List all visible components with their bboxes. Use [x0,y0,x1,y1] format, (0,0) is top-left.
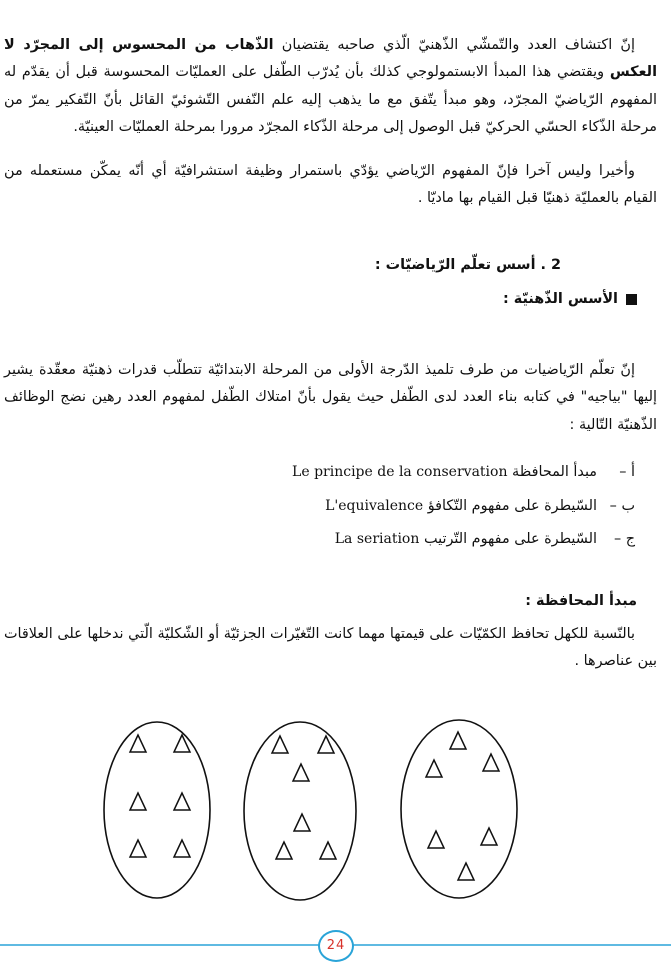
paragraph1-text-end: ويقتضي هذا المبدأ الابستمولوجي كذلك بأن يُدرّب الطّفل على العمليّات المحسوسة قبل أن يقدّم له المفهوم الرّياضيّ المجرّد، وهو مبدأ يتّفق مع ما يذهب إليه علم النّفس التّشوئيّ القائل بأنّ التّفكير يمرّ من مرحلة الذّكاء الحسّي الحركيّ قبل الوصول إلى مرحلة الذّكاء المجرّد مرورا بمرحلة العمليّات العينيّة. [4,64,657,136]
triangle-icon [293,764,309,781]
list-item-latin: Le principe de la conservation [292,464,508,480]
list-item-latin: La seriation [334,531,420,547]
set-ellipse [401,720,517,898]
triangle-icon [130,793,146,810]
set-left [104,722,210,898]
triangle-icon [276,842,292,859]
subsection-heading-text: الأسس الذّهنيّة : [502,291,618,307]
set-middle [244,722,356,900]
conservation-heading: مبدأ المحافظة : [525,593,637,609]
list-item-letter: أ – [619,464,635,480]
triangle-icon [481,828,497,845]
conservation-diagram [0,710,671,915]
triangle-icon [130,735,146,752]
subsection-heading [503,291,637,307]
list-item [292,461,635,483]
list-item-letter: ج – [613,531,635,547]
triangle-icon [174,793,190,810]
paragraph-conservation: بالنّسبة للكهل تحافظ الكمّيّات على قيمتها مهما كانت التّغيّرات الجزئيّة أو الشّكليّة الّتي ندخلها على العلاقات بين عناصرها . [4,626,657,670]
triangle-icon [428,831,444,848]
paragraph-abstraction-principle [4,32,657,142]
section-heading: 2 . أسس تعلّم الرّياضيّات : [374,257,561,273]
triangle-icon [174,840,190,857]
list-item-arabic: السّيطرة على مفهوم التّكافؤ [427,498,597,514]
set-ellipse [244,722,356,900]
list-item-arabic: مبدأ المحافظة [512,464,597,480]
triangle-icon [320,842,336,859]
list-item-arabic: السّيطرة على مفهوم التّرتيب [423,531,597,547]
list-item [335,528,635,550]
triangle-icon [483,754,499,771]
page-number: 24 [318,930,354,962]
square-bullet-icon [626,294,637,305]
set-right [401,720,517,898]
triangle-icon [130,840,146,857]
triangle-icon [294,814,310,831]
triangle-icon [426,760,442,777]
paragraph-piaget: إنّ تعلّم الرّياضيات من طرف تلميذ الدّرجة الأولى من المرحلة الابتدائيّة تتطلّب قدرات ذهنيّة معقّدة يشير إليها "بياجيه" في كتابه بناء العدد لدى الطّفل حيث يقول بأنّ امتلاك الطّفل لمفهوم العدد رهين نضج الوظائف الذّهنيّة التّالية : [4,362,657,433]
list-item [325,495,635,517]
list-item-latin: L'equivalence [325,498,424,514]
list-item-letter: ب – [609,498,635,514]
paragraph1-text-start: إنّ اكتشاف العدد والتّمشّي الذّهنيّ الّذي صاحبه يقتضيان [273,37,635,53]
triangle-icon [458,863,474,880]
set-ellipse [104,722,210,898]
triangle-icon [450,732,466,749]
triangle-icon [272,736,288,753]
paragraph1-bold-phrase: الذّهاب من المحسوس إلى المجرّد لا العكس [4,37,657,81]
paragraph-anticipatory-function: وأخيرا وليس آخرا فإنّ المفهوم الرّياضي يؤدّي باستمرار وظيفة استشرافيّة أي أنّه يمكّن مستعمله من القيام بالعمليّة ذهنيّا قبل القيام بها ماديّا . [4,163,657,207]
